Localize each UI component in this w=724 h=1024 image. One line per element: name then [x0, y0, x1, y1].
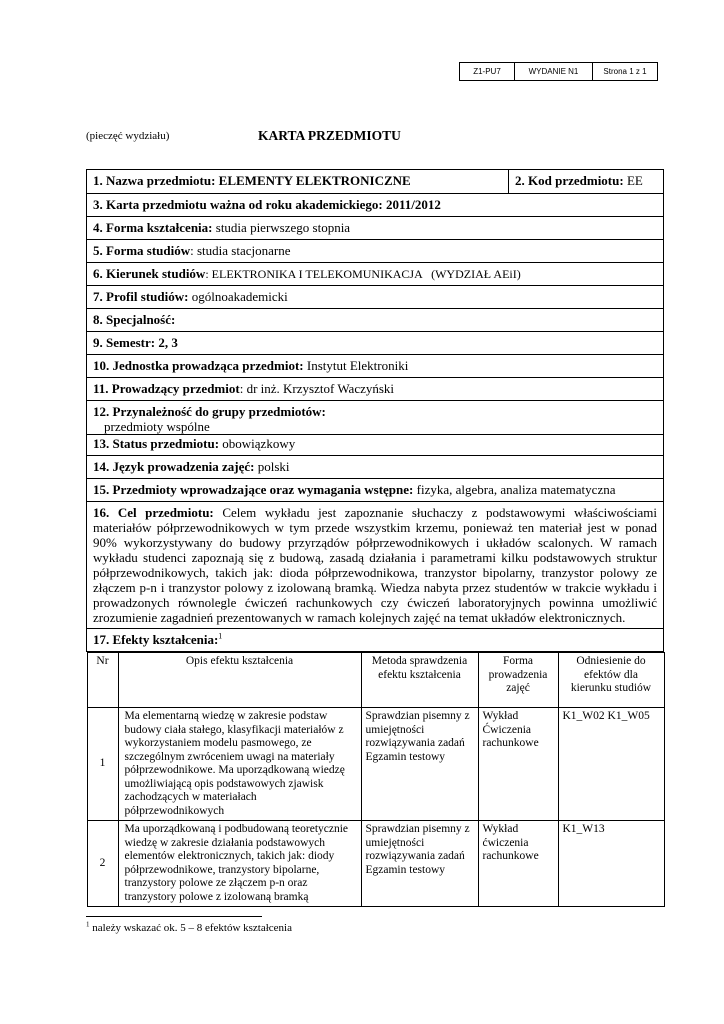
field-study-form: 5. Forma studiów: studia stacjonarne	[87, 240, 664, 263]
field-semester: 9. Semestr: 2, 3	[87, 332, 664, 355]
table-row: 2 Ma uporządkowaną i podbudowaną teoretycznie wiedzę w zakresie działania podstawowych elementów elektronicznych, takich jak: diody półprzewodnikowe, tranzystory bipolarne, tranzystory polowe ze złączem p-n oraz tranzystory polowe z izolowaną bramką Sprawdzian pisemny z umiejętności rozwiązywania zadań Egzamin testowy Wykład ćwiczenia rachunkowe K1_W13	[87, 821, 664, 907]
course-card-form	[86, 169, 664, 907]
field-course-goal: 16. Cel przedmiotu: Celem wykładu jest zapoznanie słuchaczy z podstawowymi właściwościami materiałów półprzewodnikowych w tym przede wszystkim krzemu, ponieważ ten materiał jest w ponad 90% wykorzystywany do budowy przyrządów półprzewodnikowych i układów scalonych. W ramach wykładu studenci zapoznają się z budową, zasadą działania i parametrami kilku podstawowych struktur półprzewodnikowych, takich jak: dioda półprzewodnikowa, tranzystor bipolarny, tranzystor polowy ze złączem p-n i tranzystor polowy z izolowaną bramką. Wiedza nabyta przez studentów w trakcie wykładu i prowadzonych równolegle ćwiczeń rachunkowych czy ćwiczeń laboratoryjnych powinna umożliwić zrozumienie zagadnień prezentowanych w ramach kolejnych zajęć na temat układów elektronicznych.	[87, 502, 664, 629]
footnote-divider	[86, 916, 262, 917]
column-header-description: Opis efektu kształcenia	[118, 653, 361, 708]
field-language: 14. Język prowadzenia zajęć: polski	[87, 456, 664, 479]
field-learning-outcomes: 17. Efekty kształcenia:$^1$	[87, 629, 664, 652]
page-title: KARTA PRZEDMIOTU	[258, 128, 401, 143]
field-subject-group: 12. Przynależność do grupy przedmiotów: przedmioty wspólne	[87, 401, 664, 435]
document-code-table	[459, 62, 658, 81]
field-valid-from: 3. Karta przedmiotu ważna od roku akademickiego: 2011/2012	[87, 194, 664, 217]
column-header-reference: Odniesienie do efektów dla kierunku studiów	[558, 653, 664, 708]
column-header-method: Metoda sprawdzenia efektu kształcenia	[361, 653, 478, 708]
field-study-profile: 7. Profil studiów: ogólnoakademicki	[87, 286, 664, 309]
column-header-nr: Nr	[87, 653, 118, 708]
field-unit: 10. Jednostka prowadząca przedmiot: Instytut Elektroniki	[87, 355, 664, 378]
learning-outcomes-table	[87, 652, 665, 907]
course-name: ELEMENTY ELEKTRONICZNE	[218, 173, 411, 188]
field-education-form: 4. Forma kształcenia: studia pierwszego stopnia	[87, 217, 664, 240]
field-status: 13. Status przedmiotu: obowiązkowy	[87, 435, 664, 456]
field-course-name: 1. Nazwa przedmiotu: ELEMENTY ELEKTRONICZNE	[87, 170, 509, 194]
faculty-stamp-label: (pieczęć wydziału)	[86, 130, 170, 142]
course-code: EE	[626, 173, 643, 188]
field-study-direction: 6. Kierunek studiów: ELEKTRONIKA I TELEKOMUNIKACJA (WYDZIAŁ AEiI)	[87, 263, 664, 286]
footnote: $^1$ należy wskazać ok. 5 – 8 efektów kształcenia	[86, 920, 292, 934]
field-specialty: 8. Specjalność:	[87, 309, 664, 332]
page-number: Strona 1 z 1	[593, 63, 658, 81]
field-course-code: 2. Kod przedmiotu: EE	[509, 170, 664, 194]
edition: WYDANIE N1	[515, 63, 593, 81]
field-lecturer: 11. Prowadzący przedmiot: dr inż. Krzysztof Waczyński	[87, 378, 664, 401]
column-header-form: Forma prowadzenia zajęć	[478, 653, 558, 708]
table-row: 1 Ma elementarną wiedzę w zakresie podstaw budowy ciała stałego, klasyfikacji materiałów z wykorzystaniem modelu pasmowego, ze szczególnym zwróceniem uwagi na materiały półprzewodnikowe. Ma uporządkowaną wiedzę umożliwiającą opis podstawowych zjawisk zachodzących w materiałach półprzewodnikowych Sprawdzian pisemny z umiejętności rozwiązywania zadań Egzamin testowy Wykład Ćwiczenia rachunkowe K1_W02 K1_W05	[87, 708, 664, 821]
document-code: Z1-PU7	[460, 63, 515, 81]
field-prerequisites: 15. Przedmioty wprowadzające oraz wymagania wstępne: fizyka, algebra, analiza matematyczna	[87, 479, 664, 502]
